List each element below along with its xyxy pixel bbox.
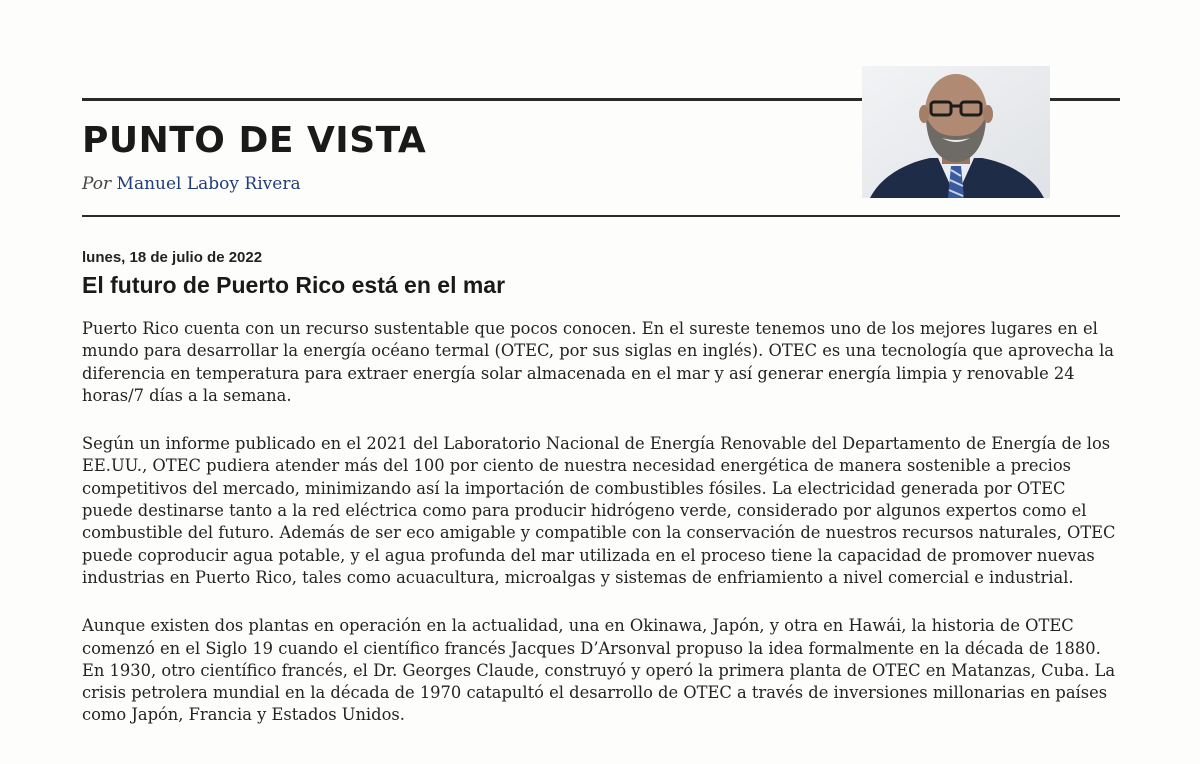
text-line: como Japón, Francia y Estados Unidos. bbox=[82, 705, 405, 725]
text-line: crisis petrolera mundial en la década de 1970 catapultó el desarrollo de OTEC a través de inversiones millonarias en países bbox=[82, 683, 1108, 703]
text-line: mundo para desarrollar la energía océano termal (OTEC, por sus siglas en inglés). OTEC es una tecnología que aprovecha la bbox=[82, 341, 1115, 361]
text-line: Puerto Rico cuenta con un recurso sustentable que pocos conocen. En el sureste tenemos uno de los mejores lugares en el bbox=[82, 319, 1098, 338]
author-photo bbox=[862, 66, 1050, 198]
article-body bbox=[82, 318, 1132, 753]
article-headline: El futuro de Puerto Rico está en el mar bbox=[82, 272, 506, 298]
text-line: horas/7 días a la semana. bbox=[82, 385, 292, 405]
text-line: EE.UU., OTEC pudiera atender más del 100 por ciento de nuestra necesidad energética de manera sostenible a precios bbox=[82, 456, 1071, 476]
text-line: industrias en Puerto Rico, tales como acuacultura, microalgas y sistemas de enfriamiento a nivel comercial e industrial. bbox=[82, 567, 1074, 587]
text-line: comenzó en el Siglo 19 cuando el científico francés Jacques D’Arsonval propuso la idea formalmente en la década de 1880. bbox=[82, 638, 1101, 658]
text-line: En 1930, otro científico francés, el Dr. Georges Claude, construyó y operó la primera planta de OTEC en Matanzas, Cuba. La bbox=[82, 660, 1116, 680]
author-portrait-image bbox=[862, 66, 1050, 198]
text-line: Aunque existen dos plantas en operación en la actualidad, una en Okinawa, Japón, y otra en Hawái, la historia de OTEC bbox=[82, 616, 1074, 636]
text-line: combustible del futuro. Además de ser eco amigable y compatible con la conservación de nuestros recursos naturales, OTEC bbox=[82, 523, 1116, 543]
header-bottom-rule bbox=[82, 215, 1120, 217]
text-line: puede destinarse tanto a la red eléctrica como para producir hidrógeno verde, considerado por algunos expertos como el bbox=[82, 501, 1087, 521]
article-paragraph bbox=[82, 615, 1132, 726]
article-date: lunes, 18 de julio de 2022 bbox=[82, 249, 263, 266]
text-line: diferencia en temperatura para extraer energía solar almacenada en el mar y así generar energía limpia y renovable 24 bbox=[82, 363, 1075, 383]
article-paragraph bbox=[82, 433, 1132, 589]
byline bbox=[82, 176, 301, 193]
byline-prefix: Por bbox=[82, 174, 112, 194]
text-line: puede coproducir agua potable, y el agua profunda del mar utilizada en el proceso tiene la capacidad de promover nuevas bbox=[82, 545, 1095, 565]
text-line: Según un informe publicado en el 2021 del Laboratorio Nacional de Energía Renovable del Departamento de Energía de los bbox=[82, 434, 1111, 454]
text-line: competitivos del mercado, minimizando así la importación de combustibles fósiles. La electricidad generada por OTEC bbox=[82, 478, 1066, 498]
column-title: PUNTO DE VISTA bbox=[82, 120, 427, 161]
author-name: Manuel Laboy Rivera bbox=[116, 174, 301, 194]
article-paragraph bbox=[82, 318, 1132, 407]
